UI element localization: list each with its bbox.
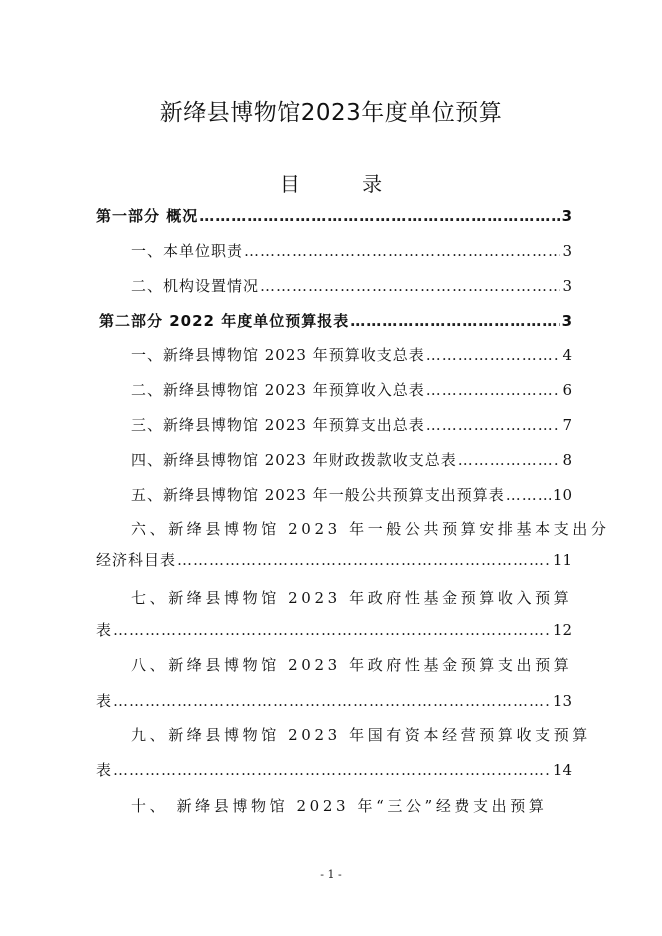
toc-page-number: 14 xyxy=(552,761,572,779)
toc-entry-label: 表 xyxy=(96,761,113,779)
toc-entry-label: 一、新绛县博物馆 2023 年预算收支总表 xyxy=(131,346,425,364)
toc-page-number: 11 xyxy=(552,551,572,569)
toc-page-number: 6 xyxy=(562,381,572,399)
toc-entry-part2[interactable] xyxy=(99,310,572,332)
page-footer-number: - 1 - xyxy=(320,868,342,881)
toc-entry-responsibilities[interactable] xyxy=(131,240,572,262)
toc-entry-gov-fund-income-line1[interactable] xyxy=(131,587,572,609)
toc-entry-label: 第二部分 2022 年度单位预算报表 xyxy=(99,312,350,330)
toc-entry-part1[interactable] xyxy=(96,205,572,227)
toc-entry-label: 八、新绛县博物馆 2023 年政府性基金预算支出预算 xyxy=(131,656,573,674)
toc-leader-dots xyxy=(113,690,551,712)
toc-entry-label: 二、机构设置情况 xyxy=(131,277,260,295)
toc-entry-basic-expenditure-line2[interactable] xyxy=(96,549,572,571)
toc-page-number: 8 xyxy=(562,451,572,469)
toc-leader-dots xyxy=(113,619,551,641)
toc-leader-dots xyxy=(113,759,551,781)
toc-entry-label: 六、新绛县博物馆 2023 年一般公共预算安排基本支出分 xyxy=(131,520,610,538)
toc-leader-dots xyxy=(199,205,559,227)
toc-entry-label: 第一部分 概况 xyxy=(96,207,199,225)
toc-leader-dots xyxy=(177,549,551,571)
toc-heading: 目 录 xyxy=(279,172,411,196)
toc-leader-dots xyxy=(458,449,561,471)
toc-entry-basic-expenditure-line1[interactable] xyxy=(131,518,610,540)
toc-leader-dots xyxy=(260,275,560,297)
toc-page-number: 13 xyxy=(552,692,572,710)
toc-entry-state-capital-line1[interactable] xyxy=(131,724,591,746)
toc-entry-expenditure-summary[interactable] xyxy=(131,414,572,436)
toc-page-number: 10 xyxy=(552,486,572,504)
toc-leader-dots xyxy=(506,484,551,506)
toc-entry-label: 表 xyxy=(96,621,113,639)
toc-entry-budget-summary[interactable] xyxy=(131,344,572,366)
toc-entry-label: 三、新绛县博物馆 2023 年预算支出总表 xyxy=(131,416,425,434)
toc-entry-gov-fund-expenditure-line1[interactable] xyxy=(131,654,572,676)
toc-leader-dots xyxy=(244,240,560,262)
toc-entry-label: 四、新绛县博物馆 2023 年财政拨款收支总表 xyxy=(131,451,457,469)
toc-entry-general-public-expenditure[interactable] xyxy=(131,484,572,506)
toc-entry-label: 一、本单位职责 xyxy=(131,242,244,260)
toc-leader-dots xyxy=(426,379,561,401)
toc-page-number: 4 xyxy=(562,346,572,364)
toc-entry-label: 九、新绛县博物馆 2023 年国有资本经营预算收支预算 xyxy=(131,726,591,744)
toc-page-number: 3 xyxy=(561,207,572,225)
toc-page-number: 3 xyxy=(562,242,572,260)
toc-page-number: 3 xyxy=(561,312,572,330)
toc-entry-gov-fund-expenditure-line2[interactable] xyxy=(96,690,572,712)
toc-page-number: 7 xyxy=(562,416,572,434)
toc-entry-three-public-line1[interactable] xyxy=(131,795,572,817)
toc-entry-label: 七、新绛县博物馆 2023 年政府性基金预算收入预算 xyxy=(131,589,573,607)
toc-leader-dots xyxy=(426,344,561,366)
toc-leader-dots xyxy=(350,310,559,332)
toc-entry-label: 经济科目表 xyxy=(96,551,177,569)
toc-entry-income-summary[interactable] xyxy=(131,379,572,401)
toc-entry-label: 五、新绛县博物馆 2023 年一般公共预算支出预算表 xyxy=(131,486,505,504)
toc-entry-organization[interactable] xyxy=(131,275,572,297)
toc-page-number: 12 xyxy=(552,621,572,639)
toc-leader-dots xyxy=(426,414,561,436)
toc-entry-fiscal-allocation[interactable] xyxy=(131,449,572,471)
toc-entry-gov-fund-income-line2[interactable] xyxy=(96,619,572,641)
toc-entry-state-capital-line2[interactable] xyxy=(96,759,572,781)
toc-page-number: 3 xyxy=(562,277,572,295)
toc-entry-label: 表 xyxy=(96,692,113,710)
document-title: 新绛县博物馆2023年度单位预算 xyxy=(159,100,503,126)
toc-entry-label: 二、新绛县博物馆 2023 年预算收入总表 xyxy=(131,381,425,399)
toc-entry-label: 十、 新绛县博物馆 2023 年“三公”经费支出预算 xyxy=(131,797,548,815)
